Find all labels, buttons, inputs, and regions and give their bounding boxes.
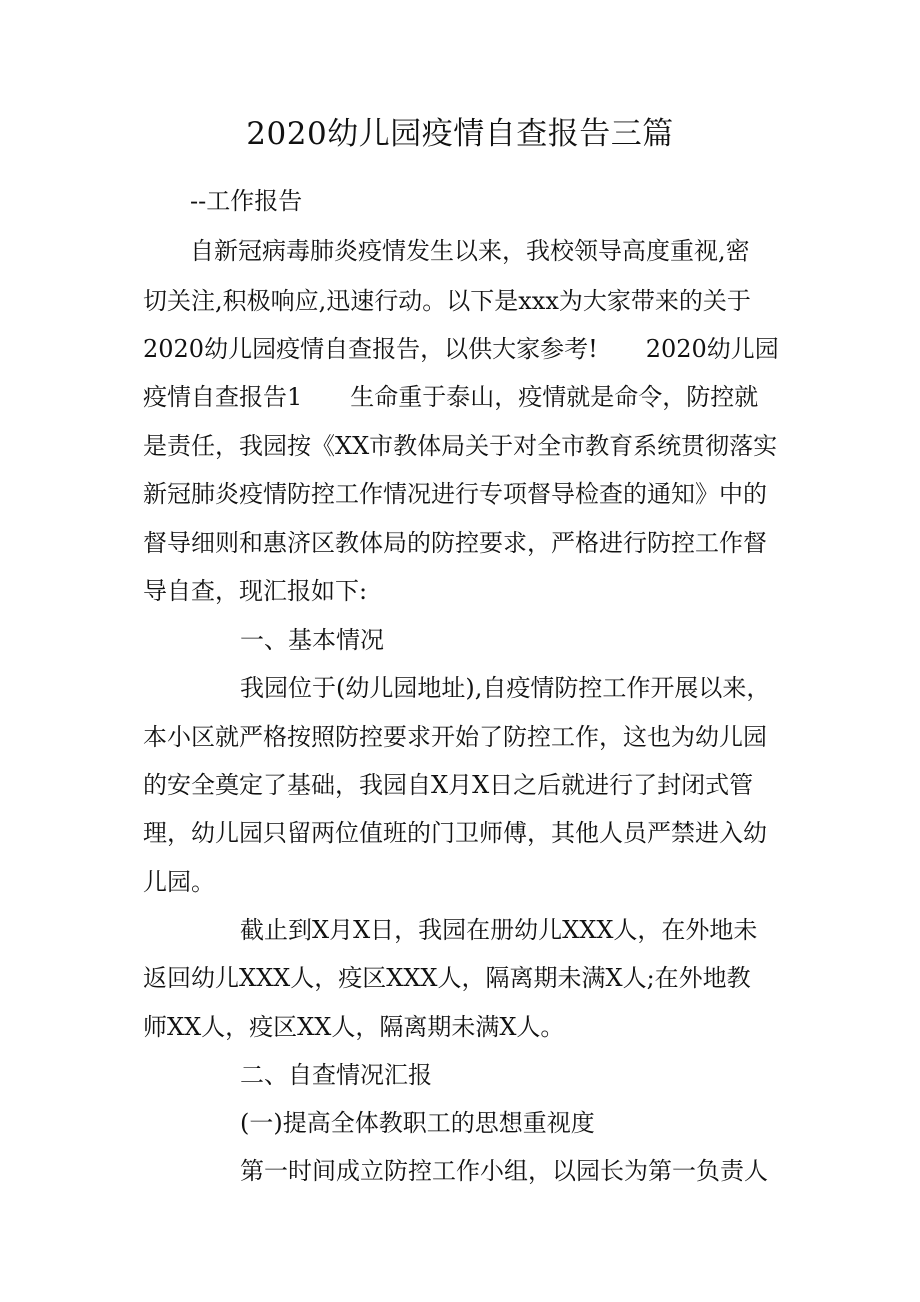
section1-para2-line-3: 师XX人，疫区XX人，隔离期未满X人。 bbox=[143, 1013, 565, 1041]
subsection-heading-raise-awareness: (一)提高全体教职工的思想重视度 bbox=[240, 1109, 595, 1137]
intro-line-5: 是责任，我园按《XX市教体局关于对全市教育系统贯彻落实 bbox=[143, 432, 778, 460]
subsection1-para-line-1: 第一时间成立防控工作小组，以园长为第一负责人 bbox=[240, 1157, 768, 1185]
document-title: 2020幼儿园疫情自查报告三篇 bbox=[246, 116, 674, 152]
section1-para2-line-1: 截止到X月X日，我园在册幼儿XXX人，在外地未 bbox=[240, 916, 758, 944]
section1-para2-line-2: 返回幼儿XXX人，疫区XXX人，隔离期未满X人;在外地教 bbox=[143, 964, 751, 992]
section1-para1-line-3: 的安全奠定了基础，我园自X月X日之后就进行了封闭式管 bbox=[143, 771, 754, 799]
intro-line-4: 疫情自查报告1 生命重于泰山，疫情就是命令，防控就 bbox=[143, 383, 759, 411]
intro-line-1: 自新冠病毒肺炎疫情发生以来，我校领导高度重视,密 bbox=[190, 237, 750, 265]
intro-line-8: 导自查，现汇报如下: bbox=[143, 577, 368, 605]
document-subtitle: --工作报告 bbox=[190, 187, 303, 215]
section1-para1-line-1: 我园位于(幼儿园地址),自疫情防控工作开展以来， bbox=[240, 674, 771, 702]
section1-para1-line-5: 儿园。 bbox=[143, 868, 215, 896]
section-heading-self-check-report: 二、自查情况汇报 bbox=[240, 1061, 432, 1089]
section1-para1-line-4: 理，幼儿园只留两位值班的门卫师傅，其他人员严禁进入幼 bbox=[143, 819, 767, 847]
intro-line-7: 督导细则和惠济区教体局的防控要求，严格进行防控工作督 bbox=[143, 529, 767, 557]
intro-line-2: 切关注,积极响应,迅速行动。以下是xxx为大家带来的关于 bbox=[143, 287, 751, 315]
section1-para1-line-2: 本小区就严格按照防控要求开始了防控工作，这也为幼儿园 bbox=[143, 723, 767, 751]
intro-line-6: 新冠肺炎疫情防控工作情况进行专项督导检查的通知》中的 bbox=[143, 480, 767, 508]
intro-line-3: 2020幼儿园疫情自查报告，以供大家参考! 2020幼儿园 bbox=[143, 335, 779, 363]
section-heading-basic-situation: 一、基本情况 bbox=[240, 626, 384, 654]
